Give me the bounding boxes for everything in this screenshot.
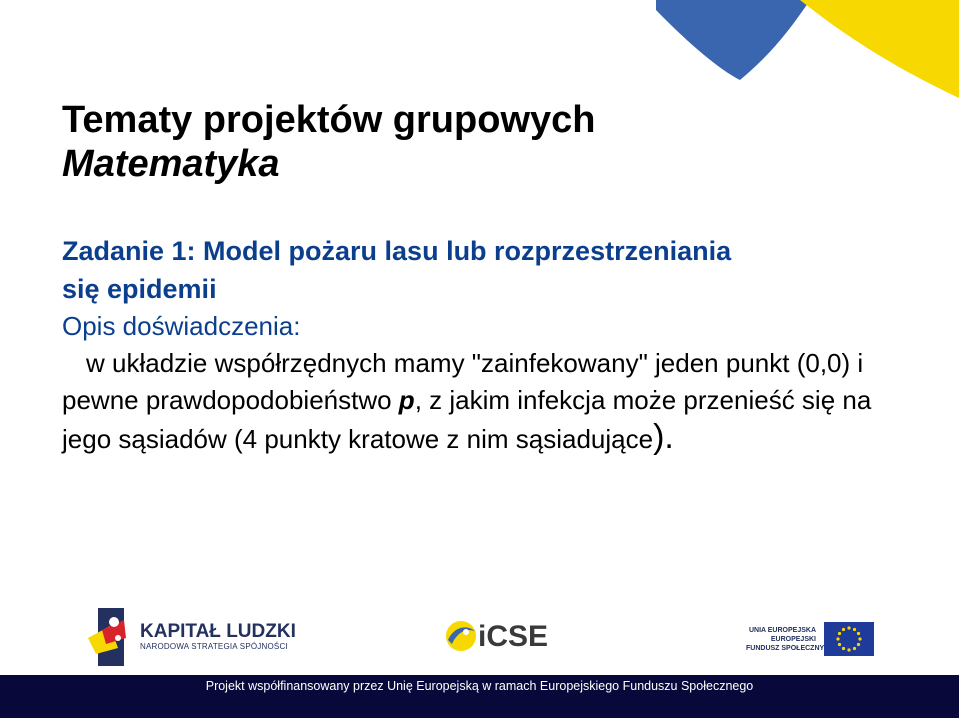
ue-text-block — [746, 626, 825, 653]
eu-flag-icon — [824, 622, 874, 656]
description-label: Opis doświadczenia: — [62, 311, 301, 341]
footer-text: Projekt współfinansowany przez Unię Europejską w ramach Europejskiego Funduszu Społecznego — [205, 679, 754, 693]
body-part2: , z jakim infekcja może przenieść się na jego sąsiadów (4 punkty kratowe z nim sąsiadujące — [62, 385, 872, 454]
description-body — [62, 345, 922, 458]
deco-blue-shape — [656, 0, 810, 80]
slide-title: Tematy projektów grupowych — [62, 99, 596, 141]
title-block — [62, 98, 595, 186]
footer-bar — [0, 675, 959, 718]
task-title-line1: Zadanie 1: Model pożaru lasu lub rozprzestrzeniania — [62, 236, 732, 266]
kapital-ludzki-subtitle: NARODOWA STRATEGIA SPÓJNOŚCI — [140, 642, 288, 651]
kapital-ludzki-text — [140, 622, 296, 652]
ue-line3: FUNDUSZ SPOŁECZNY — [746, 645, 825, 652]
kapital-ludzki-title: KAPITAŁ LUDZKI — [140, 621, 296, 642]
body-part1: w układzie współrzędnych mamy "zainfekowany" jeden punkt (0,0) i pewne prawdopodobieństwo — [62, 348, 864, 415]
slide-content — [62, 232, 922, 458]
body-tail: ). — [653, 418, 674, 456]
kapital-ludzki-logo-icon — [88, 608, 132, 668]
deco-yellow-shape — [800, 0, 959, 98]
probability-variable: p — [398, 385, 415, 415]
icse-logo-text: iCSE — [478, 620, 549, 653]
ue-line1: UNIA EUROPEJSKA — [748, 627, 816, 634]
task-title-line2: się epidemii — [62, 274, 217, 304]
ue-line2: EUROPEJSKI — [770, 636, 816, 643]
logo-strip — [0, 600, 959, 675]
icse-logo-icon — [444, 618, 478, 654]
slide-subtitle: Matematyka — [62, 143, 280, 185]
